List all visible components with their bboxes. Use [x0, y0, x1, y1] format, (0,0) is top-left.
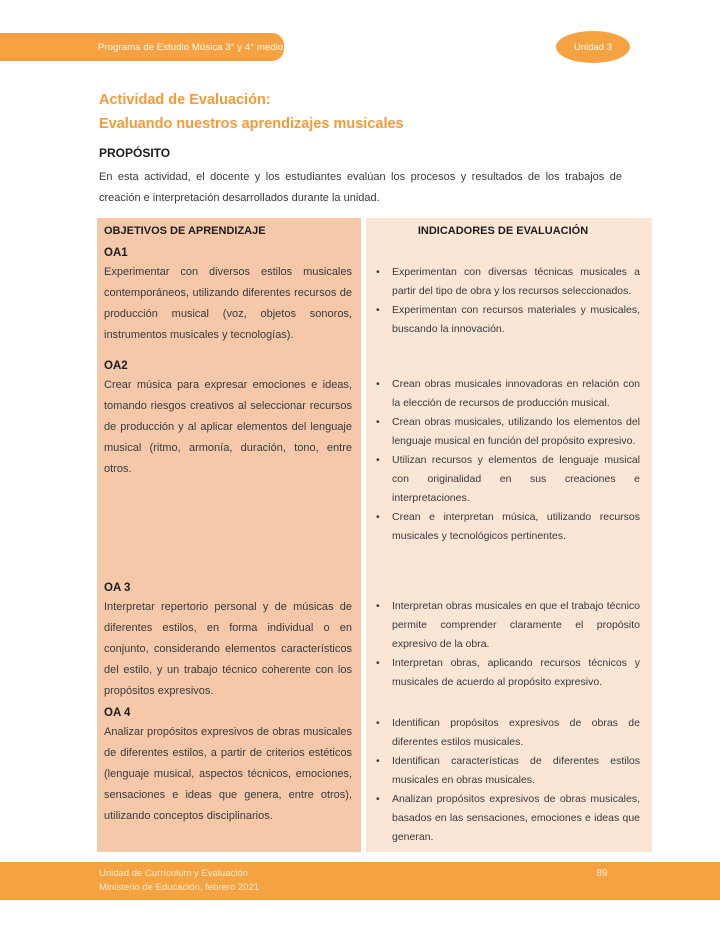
footer-org-line1: Unidad de Currículum y Evaluación [99, 868, 248, 879]
oa-label: OA 4 [104, 707, 131, 719]
oa2-objective-cell [97, 355, 361, 577]
indicator-item: • Experimentan con recursos materiales y musicales, buscando la innovación. [366, 301, 640, 339]
objectives-indicators-table [97, 218, 652, 852]
page-title [99, 88, 559, 136]
objective-text: Analizar propósitos expresivos de obras musicales de diferentes estilos, a partir de criterios estéticos (lenguaje musical, aspectos técnicos, emociones, sensaciones e ideas que genera, entre otros), utilizando conceptos disciplinarios. [104, 726, 352, 822]
indicator-item: • Crean obras musicales innovadoras en relación con la elección de recursos de producción musical. [366, 375, 640, 413]
oa2-section-row [97, 355, 652, 577]
indicator-item: • Identifican características de diferentes estilos musicales en obras musicales. [366, 752, 640, 790]
indicator-item: • Utilizan recursos y elementos de lenguaje musical con originalidad en sus creaciones e interpretaciones. [366, 451, 640, 508]
proposito-text: En esta actividad, el docente y los estudiantes evalúan los procesos y resultados de los trabajos de creación e interpretación desarrollados durante la unidad. [99, 171, 622, 204]
oa3-objective-cell [97, 577, 361, 702]
oa4-indicators-cell [366, 702, 652, 852]
program-badge [0, 33, 284, 61]
oa-label: OA 3 [104, 582, 131, 594]
indicator-item: • Interpretan obras musicales en que el trabajo técnico permite comprender claramente el propósito expresivo de la obra. [366, 597, 640, 654]
oa4-section-row [97, 702, 652, 852]
indicator-item: • Crean obras musicales, utilizando los elementos del lenguaje musical en función del propósito expresivo. [366, 413, 640, 451]
footer-org-line2: Ministerio de Educación, febrero 2021 [99, 882, 260, 893]
oa2-indicators-cell [366, 355, 652, 577]
program-badge-label: Programa de Estudio Música 3° y 4° medio [98, 41, 284, 53]
unit-badge [556, 31, 630, 63]
oa4-objective-cell [97, 702, 361, 852]
page-title-line1: Actividad de Evaluación: [99, 92, 271, 108]
unit-badge-label: Unidad 3 [573, 41, 613, 53]
indicator-list [366, 375, 640, 546]
page-number: 89 [596, 868, 608, 879]
indicator-list [366, 263, 640, 339]
objective-text: Interpretar repertorio personal y de músicas de diferentes estilos, en forma individual o en conjunto, considerando elementos característicos del estilo, y un trabajo técnico coherente con los propósitos expresivos. [104, 601, 352, 697]
indicator-item: • Experimentan con diversas técnicas musicales a partir del tipo de obra y los recursos seleccionados. [366, 263, 640, 301]
page-title-line2: Evaluando nuestros aprendizajes musicales [99, 116, 404, 132]
objective-text: Experimentar con diversos estilos musicales contemporáneos, utilizando diferentes recursos de producción musical (voz, objetos sonoros, instrumentos musicales y tecnologías). [104, 266, 352, 341]
objectives-header: OBJETIVOS DE APRENDIZAJE [104, 225, 266, 237]
table-header-row [97, 218, 652, 242]
indicator-item: • Crean e interpretan música, utilizando recursos musicales y tecnológicos pertinentes. [366, 508, 640, 546]
indicator-list [366, 714, 640, 847]
oa3-indicators-cell [366, 577, 652, 702]
indicators-header-cell [366, 218, 652, 242]
oa1-section-row [97, 242, 652, 355]
oa-label: OA1 [104, 247, 128, 259]
oa-label: OA2 [104, 360, 128, 372]
indicator-item: • Analizan propósitos expresivos de obras musicales, basados en las sensaciones, emociones e ideas que generan. [366, 790, 640, 847]
footer-bar [0, 862, 720, 900]
indicator-item: • Identifican propósitos expresivos de obras de diferentes estilos musicales. [366, 714, 640, 752]
proposito-heading: PROPÓSITO [99, 146, 171, 160]
indicators-header: INDICADORES DE EVALUACIÓN [417, 225, 589, 237]
oa1-objective-cell [97, 242, 361, 355]
indicator-list [366, 597, 640, 692]
objective-text: Crear música para expresar emociones e ideas, tomando riesgos creativos al seleccionar recursos de producción y al aplicar elementos del lenguaje musical (ritmo, armonía, duración, tono, entre otros. [104, 379, 352, 475]
indicator-item: • Interpretan obras, aplicando recursos técnicos y musicales de acuerdo al propósito expresivo. [366, 654, 640, 692]
oa1-indicators-cell [366, 242, 652, 355]
objectives-header-cell [97, 218, 361, 242]
oa3-section-row [97, 577, 652, 702]
footer-credits [99, 867, 259, 895]
